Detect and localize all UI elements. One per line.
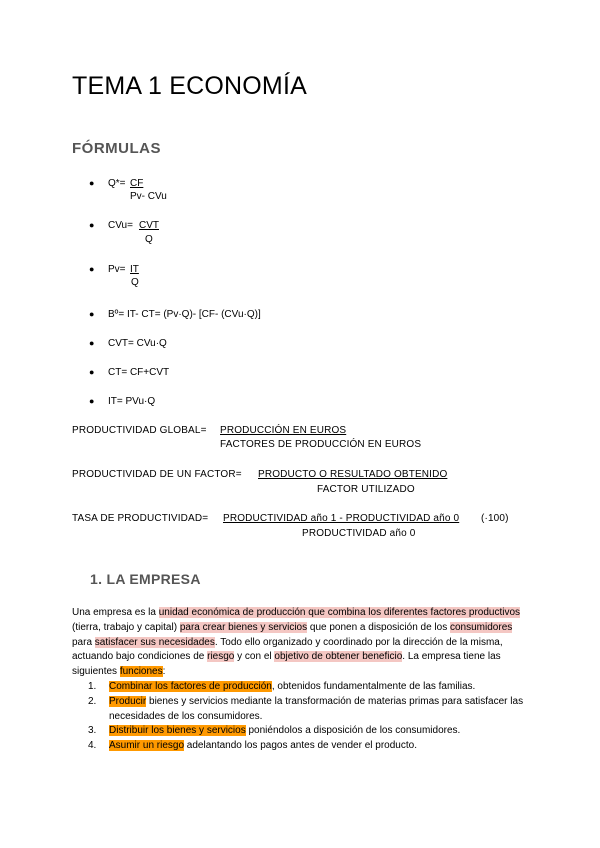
highlighted-text: consumidores bbox=[450, 621, 513, 633]
highlighted-text: unidad económica de producción que combina los diferentes factores productivos bbox=[158, 607, 521, 618]
list-number: 4. bbox=[88, 740, 97, 752]
list-item bbox=[72, 724, 532, 739]
productivity-label: PRODUCTIVIDAD DE UN FACTOR= bbox=[72, 469, 242, 480]
functions-list bbox=[72, 680, 532, 754]
formula-denominator: Q bbox=[131, 277, 139, 288]
list-text: poniéndolos a disposición de los consumidores. bbox=[245, 725, 461, 737]
highlighted-text: satisfacer sus necesidades bbox=[94, 636, 215, 648]
list-item bbox=[72, 739, 532, 754]
paragraph-text: (tierra, trabajo y capital) bbox=[72, 621, 180, 633]
bullet-icon: ● bbox=[89, 178, 95, 188]
bullet-icon: ● bbox=[89, 367, 95, 377]
section-paragraph bbox=[72, 606, 528, 680]
list-text: , obtenidos fundamentalmente de las familias. bbox=[271, 681, 476, 692]
document-title: TEMA 1 ECONOMÍA bbox=[72, 72, 307, 100]
productivity-numerator: PRODUCCIÓN EN EUROS bbox=[220, 425, 347, 436]
formula-line: CT= CF+CVT bbox=[108, 367, 170, 378]
formula-line: Bº= IT- CT= (Pv·Q)- [CF- (CVu·Q)] bbox=[108, 309, 261, 320]
highlighted-text: riesgo bbox=[207, 651, 235, 663]
formulas-heading: FÓRMULAS bbox=[72, 140, 161, 157]
section-heading: 1. LA EMPRESA bbox=[90, 571, 201, 587]
paragraph-text: que ponen a disposición de los bbox=[307, 621, 450, 633]
list-text: bienes y servicios mediante la transformación de materias primas para satisfacer las necesidades de los consumidores. bbox=[109, 695, 524, 722]
highlighted-text: objetivo de obtener beneficio bbox=[274, 651, 403, 663]
highlighted-text: Combinar los factores de producción bbox=[109, 681, 272, 692]
list-number: 2. bbox=[88, 695, 97, 707]
bullet-icon: ● bbox=[89, 396, 95, 406]
formula-numerator: CF bbox=[130, 178, 144, 189]
formula-numerator: IT bbox=[130, 264, 139, 275]
paragraph-text: para bbox=[72, 636, 95, 648]
list-item bbox=[72, 695, 532, 725]
productivity-label: PRODUCTIVIDAD GLOBAL= bbox=[72, 425, 207, 436]
list-item bbox=[72, 680, 532, 695]
paragraph-text: y con el bbox=[234, 651, 275, 663]
highlighted-text: Distribuir los bienes y servicios bbox=[109, 725, 246, 737]
formula-denominator: Pv- CVu bbox=[130, 191, 167, 202]
paragraph-text: . Todo ello organizado y coordinado por la dirección de la misma, actuando bajo condiciones de bbox=[72, 636, 503, 663]
productivity-denominator: PRODUCTIVIDAD año 0 bbox=[302, 528, 416, 539]
productivity-denominator: FACTOR UTILIZADO bbox=[317, 484, 415, 495]
productivity-label: TASA DE PRODUCTIVIDAD= bbox=[72, 513, 209, 524]
bullet-icon: ● bbox=[89, 220, 95, 230]
productivity-denominator: FACTORES DE PRODUCCIÓN EN EUROS bbox=[220, 439, 422, 450]
highlighted-text: Producir bbox=[109, 695, 147, 707]
bullet-icon: ● bbox=[89, 338, 95, 348]
productivity-numerator: PRODUCTIVIDAD año 1 - PRODUCTIVIDAD año 0 bbox=[223, 513, 460, 524]
productivity-suffix: (·100) bbox=[481, 513, 509, 524]
formula-denominator: Q bbox=[145, 234, 153, 245]
list-number: 1. bbox=[88, 681, 97, 692]
paragraph-text: . La empresa tiene las siguientes bbox=[72, 651, 501, 678]
formula-label: Pv= bbox=[108, 264, 126, 275]
formula-numerator: CVT bbox=[139, 220, 159, 231]
highlighted-text: Asumir un riesgo bbox=[109, 740, 185, 752]
formula-line: CVT= CVu·Q bbox=[108, 338, 167, 349]
formula-label: CVu= bbox=[108, 220, 133, 231]
formula-label: Q*= bbox=[108, 178, 126, 189]
bullet-icon: ● bbox=[89, 309, 95, 319]
paragraph-text: : bbox=[162, 666, 166, 678]
paragraph-text: Una empresa es la bbox=[72, 607, 159, 618]
productivity-numerator: PRODUCTO O RESULTADO OBTENIDO bbox=[258, 469, 448, 480]
list-text: adelantando los pagos antes de vender el producto. bbox=[184, 740, 417, 752]
formula-line: IT= PVu·Q bbox=[108, 396, 156, 407]
highlighted-text: funciones bbox=[119, 666, 163, 678]
highlighted-text: para crear bienes y servicios bbox=[179, 621, 308, 633]
list-number: 3. bbox=[88, 725, 97, 737]
bullet-icon: ● bbox=[89, 264, 95, 274]
